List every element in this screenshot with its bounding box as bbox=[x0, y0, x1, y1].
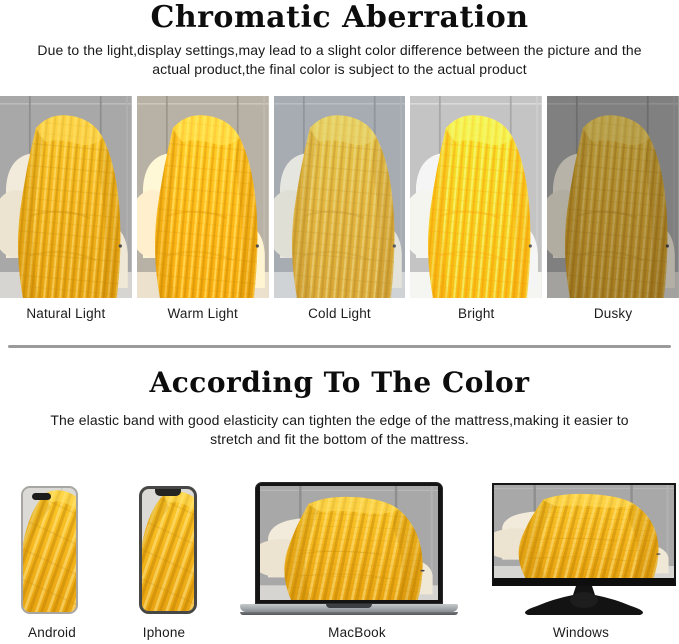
macbook-mockup bbox=[240, 482, 458, 615]
device-label-windows: Windows bbox=[552, 625, 610, 640]
android-camera-cutout-icon bbox=[32, 493, 51, 500]
windows-screen-photo bbox=[494, 485, 674, 578]
monitor-stand bbox=[519, 586, 649, 616]
macbook-screen-photo bbox=[260, 486, 438, 600]
variant-bright bbox=[410, 96, 542, 322]
variant-warm-light bbox=[137, 96, 269, 322]
variant-label: Natural Light bbox=[26, 306, 106, 321]
lighting-variant-strip bbox=[0, 96, 679, 322]
variant-cold-light bbox=[274, 96, 406, 322]
product-photo-bright bbox=[410, 96, 542, 298]
variant-label: Cold Light bbox=[308, 306, 371, 321]
section-divider bbox=[8, 345, 671, 348]
device-label-macbook: MacBook bbox=[328, 625, 386, 640]
variant-dusky bbox=[547, 96, 679, 322]
windows-screen bbox=[492, 483, 676, 586]
variant-label: Bright bbox=[458, 306, 495, 321]
macbook-base bbox=[240, 612, 458, 615]
variant-natural-light bbox=[0, 96, 132, 322]
product-photo-dusky bbox=[547, 96, 679, 298]
product-photo-natural-light bbox=[0, 96, 132, 298]
macbook-screen bbox=[255, 482, 443, 604]
windows-monitor-mockup bbox=[492, 483, 676, 616]
iphone-mockup bbox=[139, 486, 197, 614]
according-to-color-title: According To The Color bbox=[149, 366, 530, 399]
variant-label: Dusky bbox=[593, 306, 633, 321]
variant-label: Warm Light bbox=[167, 306, 238, 321]
according-to-color-description: The elastic band with good elasticity can tighten the edge of the mattress,making it easier to stretch and fit the bottom of the mattress. bbox=[50, 412, 629, 447]
device-label-android: Android bbox=[28, 625, 76, 640]
device-label-iphone: Iphone bbox=[142, 625, 186, 640]
device-mockup-row bbox=[0, 462, 679, 644]
android-phone-mockup bbox=[21, 486, 78, 614]
android-screen-photo bbox=[23, 488, 76, 612]
product-photo-warm-light bbox=[137, 96, 269, 298]
iphone-screen-photo bbox=[142, 489, 194, 611]
product-photo-cold-light bbox=[274, 96, 406, 298]
macbook-keyboard-deck bbox=[240, 604, 458, 612]
chromatic-aberration-description: Due to the light,display settings,may lead to a slight color difference between the picture and the actual product,the final color is subject to the actual product bbox=[37, 42, 642, 77]
chromatic-aberration-title: Chromatic Aberration bbox=[150, 0, 529, 35]
iphone-notch-icon bbox=[155, 489, 181, 496]
